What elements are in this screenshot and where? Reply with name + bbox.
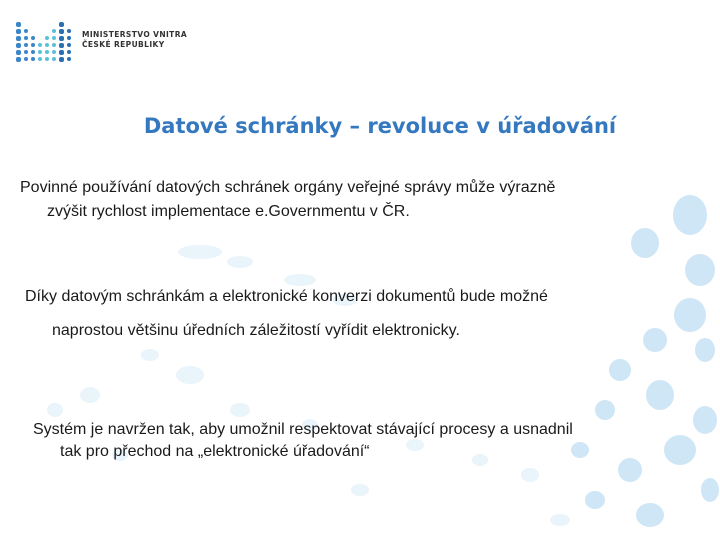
ministry-name-line2: ČESKÉ REPUBLIKY [82, 40, 165, 49]
paragraph-1-line-2: zvýšit rychlost implementace e.Governmentu v ČR. [47, 203, 410, 220]
ministry-name [82, 30, 187, 50]
paragraph-3-line-2: tak pro přechod na „elektronické úřadování“ [60, 443, 370, 460]
slide-title: Datové schránky – revoluce v úřadování [143, 114, 617, 138]
ministry-name-line1: MINISTERSTVO VNITRA [82, 30, 188, 39]
paragraph-2-line-2: naprostou většinu úředních záležitostí vyřídit elektronicky. [52, 322, 460, 339]
paragraph-3 [33, 419, 573, 463]
paragraph-1-line-1: Povinné používání datových schránek orgány veřejné správy může výrazně [20, 179, 556, 196]
paragraph-3-line-1: Systém je navržen tak, aby umožnil respektovat stávající procesy a usnadnil [33, 421, 573, 438]
paragraph-2-line-1: Díky datovým schránkám a elektronické konverzi dokumentů bude možné [25, 288, 548, 305]
paragraph-2 [25, 280, 548, 348]
paragraph-1 [20, 176, 555, 224]
